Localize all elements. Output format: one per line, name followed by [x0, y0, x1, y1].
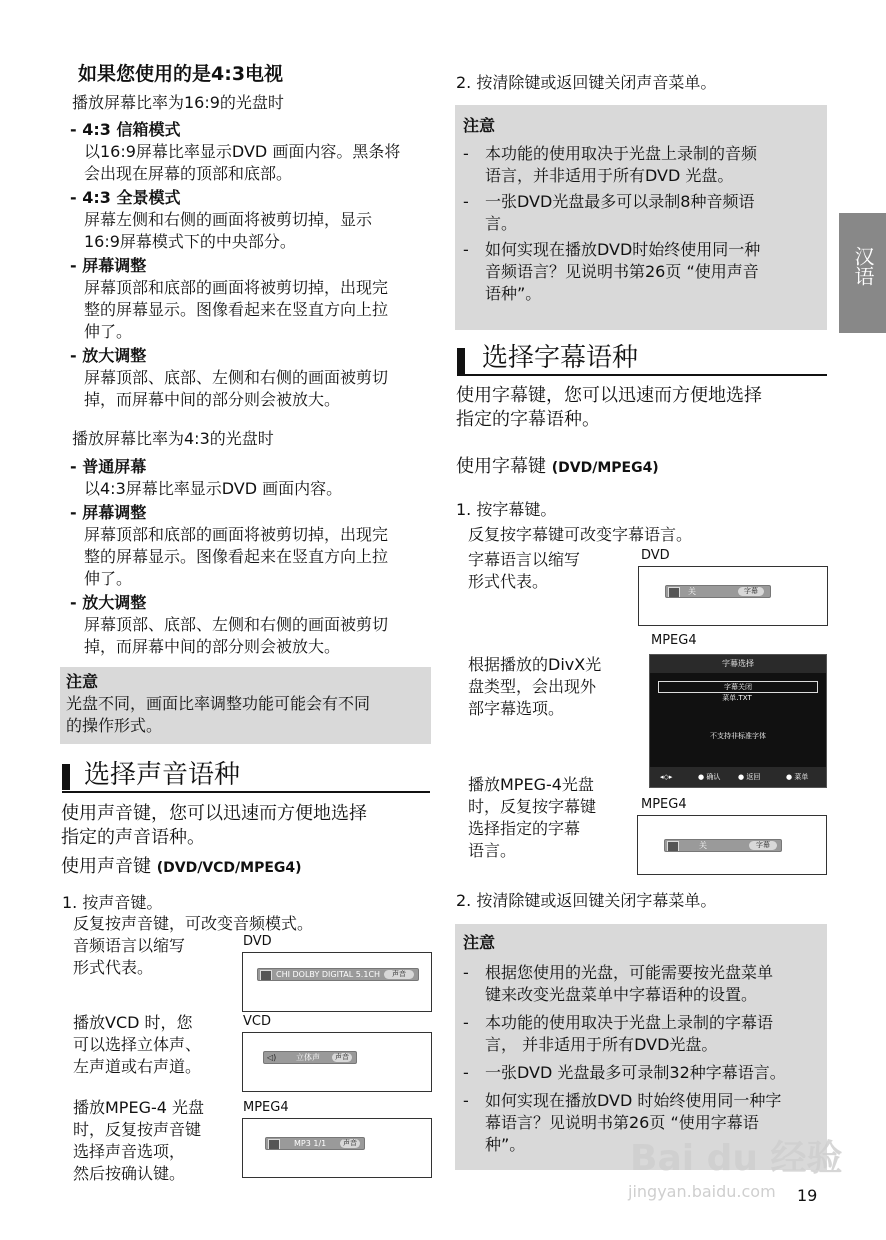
- text-line: 以16:9屏幕比率显示DVD 画面内容。黑条将: [84, 142, 401, 161]
- subtitle-step1-desc: 反复按字幕键可改变字幕语言。: [468, 525, 693, 544]
- list-item: [70, 187, 440, 253]
- text-line: 然后按确认键。: [73, 1164, 186, 1183]
- note-bullet: -: [463, 1063, 469, 1082]
- item-title: - 屏幕调整: [70, 503, 147, 522]
- text-line: 掉，而屏幕中间的部分则会被放大。: [84, 637, 341, 656]
- side-tab-label: 汉语: [851, 246, 875, 286]
- text-line: 屏幕左侧和右侧的画面将被剪切掉，显示: [84, 210, 373, 229]
- osd-text: MP3 1/1: [294, 1139, 327, 1148]
- menu-option-off[interactable]: 字幕关闭: [658, 681, 818, 693]
- back-hint: ● 返回: [738, 773, 761, 781]
- text-line: 言。: [485, 214, 518, 233]
- audio-step2: 2. 按清除键或返回键关闭声音菜单。: [456, 73, 717, 92]
- list-item: [70, 456, 440, 500]
- text-line: 时，反复按字幕键: [468, 797, 597, 816]
- note-item: [463, 143, 819, 187]
- item-text: [70, 478, 440, 500]
- text-line: 语种”。: [485, 284, 542, 303]
- item-text: [70, 614, 440, 658]
- subtitle-subhead: [456, 455, 659, 480]
- text-line: 伸了。: [84, 569, 133, 588]
- menu-title: 字幕选择: [650, 655, 826, 673]
- menu-label: 菜单: [794, 773, 809, 781]
- subtitle-divx-text: [468, 654, 601, 720]
- label-dvd: DVD: [243, 934, 272, 949]
- osd-text: 立体声: [296, 1053, 320, 1062]
- item-text: [70, 209, 440, 253]
- note-text: [485, 1012, 773, 1056]
- audio-dvd-text: [73, 935, 185, 979]
- osd-bar: [257, 968, 419, 981]
- text-line: 选择声音选项，: [73, 1142, 186, 1161]
- text-line: 语言。: [468, 841, 517, 860]
- osd-bar: [263, 1051, 357, 1064]
- note-text: [485, 191, 755, 235]
- audio-vcd-text: [73, 1012, 201, 1078]
- osd-tag: 声音: [340, 1139, 360, 1148]
- watermark-url: jingyan.baidu.com: [628, 1182, 776, 1201]
- osd-tag: 声音: [384, 970, 414, 979]
- subtitle-step1: 1. 按字幕键。: [456, 500, 557, 519]
- text-line: 播放VCD 时，您: [73, 1013, 193, 1032]
- text-line: 指定的声音语种。: [61, 827, 205, 848]
- label-mpeg4: MPEG4: [243, 1100, 289, 1115]
- list-item: [70, 255, 440, 343]
- osd-tag: 声音: [332, 1053, 352, 1062]
- speaker-icon: [268, 1139, 280, 1150]
- speaker-icon: ◁): [267, 1053, 277, 1062]
- note-text: [485, 1062, 786, 1084]
- audio-mpeg-text: [73, 1097, 204, 1185]
- text-line: 形式代表。: [73, 958, 154, 977]
- section-marker: [457, 348, 465, 374]
- text-line: 言， 并非适用于所有DVD光盘。: [485, 1035, 718, 1054]
- note-item: [463, 239, 819, 305]
- back-label: 返回: [746, 773, 761, 781]
- ratio-43-title: 播放屏幕比率为4:3的光盘时: [72, 429, 274, 448]
- note-item: [463, 191, 819, 235]
- page-number: 19: [797, 1186, 818, 1205]
- note-bullet: -: [463, 240, 469, 259]
- subtitle-mpeg-text: [468, 774, 596, 862]
- osd-bar: [265, 1137, 365, 1150]
- note-text: 的操作形式。: [66, 716, 163, 735]
- text-line: 16:9屏幕模式下的中央部分。: [84, 232, 296, 251]
- osd-text: 关: [699, 841, 707, 850]
- note-title: 注意: [463, 116, 496, 135]
- subtitle-section-title: 选择字幕语种: [482, 343, 639, 373]
- text-line: 以4:3屏幕比率显示DVD 画面内容。: [84, 479, 343, 498]
- osd-bar: [665, 585, 771, 598]
- note-text: [485, 962, 773, 1006]
- osd-tag: 字幕: [749, 841, 777, 850]
- menu-footer: [650, 767, 826, 787]
- text-line: 根据播放的DivX光: [468, 655, 602, 674]
- menu-hint: ● 菜单: [786, 773, 809, 781]
- text-line: 幕语言？见说明书第26页 “使用字幕语: [485, 1113, 759, 1132]
- note-box-ratio: [60, 667, 431, 744]
- list-43: [70, 456, 440, 658]
- audio-step1: 1. 按声音键。: [62, 893, 163, 912]
- ratio-169-title: 播放屏幕比率为16:9的光盘时: [72, 93, 284, 112]
- osd-preview-dvd-subtitle: [638, 566, 828, 626]
- osd-text: CHI DOLBY DIGITAL 5.1CH: [276, 970, 381, 979]
- list-item: [70, 345, 440, 411]
- text-line: 屏幕顶部、底部、左侧和右侧的画面被剪切: [84, 368, 389, 387]
- text-line: 屏幕顶部和底部的画面将被剪切掉，出现完: [84, 278, 389, 297]
- text-line: 播放MPEG-4光盘: [468, 775, 594, 794]
- osd-preview-dvd-audio: [242, 952, 432, 1012]
- text-line: 本功能的使用取决于光盘上录制的音频: [485, 144, 758, 163]
- subtitle-dvd-text: [468, 549, 580, 593]
- section-marker: [62, 764, 70, 790]
- item-text: [70, 367, 440, 411]
- text-line: 屏幕顶部和底部的画面将被剪切掉，出现完: [84, 525, 389, 544]
- note-item: [463, 1012, 819, 1056]
- text-line: 选择指定的字幕: [468, 819, 581, 838]
- text-line: 种”。: [485, 1135, 526, 1154]
- item-title: - 普通屏幕: [70, 457, 147, 476]
- list-item: [70, 119, 440, 185]
- osd-bar: [664, 839, 782, 852]
- note-text: [485, 239, 760, 305]
- text-line: 整的屏幕显示。图像看起来在竖直方向上拉: [84, 300, 389, 319]
- note-bullet: -: [463, 1091, 469, 1110]
- text-line: 盘类型，会出现外: [468, 677, 597, 696]
- osd-preview-mpeg4-subtitle: [637, 815, 827, 875]
- text-line: 一张DVD光盘最多可以录制8种音频语: [485, 192, 755, 211]
- text-line: 指定的字幕语种。: [456, 409, 600, 430]
- item-title: - 4:3 信箱模式: [70, 120, 181, 139]
- subtitle-step2: 2. 按清除键或返回键关闭字幕菜单。: [456, 891, 717, 910]
- note-text: [485, 143, 757, 187]
- note-item: [463, 962, 819, 1006]
- subtitle-menu-screen: [649, 654, 827, 788]
- text-line: 如何实现在播放DVD 时始终使用同一种字: [485, 1091, 782, 1110]
- watermark-logo: Bai du 经验: [630, 1138, 843, 1179]
- nav-icon: ◂◇▸: [660, 773, 673, 781]
- text-line: 部字幕选项。: [468, 699, 565, 718]
- note-bullet: -: [463, 144, 469, 163]
- label-mpeg4: MPEG4: [641, 797, 687, 812]
- item-title: - 屏幕调整: [70, 256, 147, 275]
- text-line: 形式代表。: [468, 572, 549, 591]
- speaker-icon: [260, 970, 272, 981]
- text-line: 会出现在屏幕的顶部和底部。: [84, 164, 293, 183]
- item-title: - 4:3 全景模式: [70, 188, 181, 207]
- note-box-audio: [455, 105, 827, 330]
- list-169: [70, 119, 440, 411]
- osd-tag: 字幕: [738, 587, 764, 596]
- text-line: 字幕语言以缩写: [468, 550, 581, 569]
- note-title: 注意: [463, 933, 496, 952]
- osd-preview-mpeg4-audio: [242, 1118, 432, 1178]
- text-line: 播放MPEG-4 光盘: [73, 1098, 205, 1117]
- text-line: 音频语言？见说明书第26页 “使用声音: [485, 262, 759, 281]
- subhead-en: (DVD/VCD/MPEG4): [156, 860, 302, 876]
- text-line: 根据您使用的光盘，可能需要按光盘菜单: [485, 963, 774, 982]
- text-line: 时，反复按声音键: [73, 1120, 202, 1139]
- note-item: [463, 1062, 819, 1084]
- section-rule: [62, 791, 430, 793]
- text-line: 整的屏幕显示。图像看起来在竖直方向上拉: [84, 547, 389, 566]
- note-title: 注意: [66, 672, 99, 691]
- subtitle-icon: [667, 841, 679, 852]
- subhead-cn: 使用字幕键: [456, 456, 546, 477]
- menu-message: 不支持非标准字体: [710, 732, 766, 740]
- subtitle-intro: [456, 384, 831, 432]
- subhead-en: (DVD/MPEG4): [551, 460, 659, 476]
- section-heading-43tv: 如果您使用的是4:3电视: [78, 63, 284, 85]
- list-item: [70, 592, 440, 658]
- osd-preview-vcd-audio: [242, 1032, 432, 1092]
- section-rule: [457, 374, 827, 376]
- audio-step1-desc: 反复按声音键，可改变音频模式。: [73, 914, 314, 933]
- text-line: 掉，而屏幕中间的部分则会被放大。: [84, 390, 341, 409]
- note-text: 光盘不同，画面比率调整功能可能会有不同: [66, 694, 371, 713]
- ok-label: 确认: [706, 773, 721, 781]
- text-line: 语言，并非适用于所有DVD 光盘。: [485, 166, 734, 185]
- ok-hint: ● 确认: [698, 773, 721, 781]
- text-line: 键来改变光盘菜单中字幕语种的设置。: [485, 985, 758, 1004]
- note-bullet: -: [463, 192, 469, 211]
- item-title: - 放大调整: [70, 593, 147, 612]
- note-bullet: -: [463, 1013, 469, 1032]
- audio-section-title: 选择声音语种: [84, 760, 241, 790]
- label-mpeg4: MPEG4: [651, 633, 697, 648]
- text-line: 可以选择立体声、: [73, 1035, 202, 1054]
- item-text: [70, 277, 440, 343]
- subtitle-icon: [668, 587, 680, 598]
- text-line: 音频语言以缩写: [73, 936, 186, 955]
- osd-text: 关: [688, 587, 696, 596]
- item-text: [70, 524, 440, 590]
- label-vcd: VCD: [243, 1014, 271, 1029]
- text-line: 使用声音键，您可以迅速而方便地选择: [61, 803, 367, 824]
- label-dvd: DVD: [641, 548, 670, 563]
- text-line: 屏幕顶部、底部、左侧和右侧的画面被剪切: [84, 615, 389, 634]
- note-bullet: -: [463, 963, 469, 982]
- audio-subhead: [61, 855, 302, 880]
- text-line: 伸了。: [84, 322, 133, 341]
- text-line: 一张DVD 光盘最多可录制32种字幕语言。: [485, 1063, 786, 1082]
- menu-option-txt[interactable]: 菜单.TXT: [722, 694, 752, 702]
- audio-intro: [61, 802, 436, 850]
- text-line: 左声道或右声道。: [73, 1057, 202, 1076]
- text-line: 本功能的使用取决于光盘上录制的字幕语: [485, 1013, 774, 1032]
- list-item: [70, 502, 440, 590]
- subhead-cn: 使用声音键: [61, 856, 151, 877]
- item-text: [70, 141, 440, 185]
- text-line: 使用字幕键，您可以迅速而方便地选择: [456, 385, 762, 406]
- item-title: - 放大调整: [70, 346, 147, 365]
- text-line: 如何实现在播放DVD时始终使用同一种: [485, 240, 761, 259]
